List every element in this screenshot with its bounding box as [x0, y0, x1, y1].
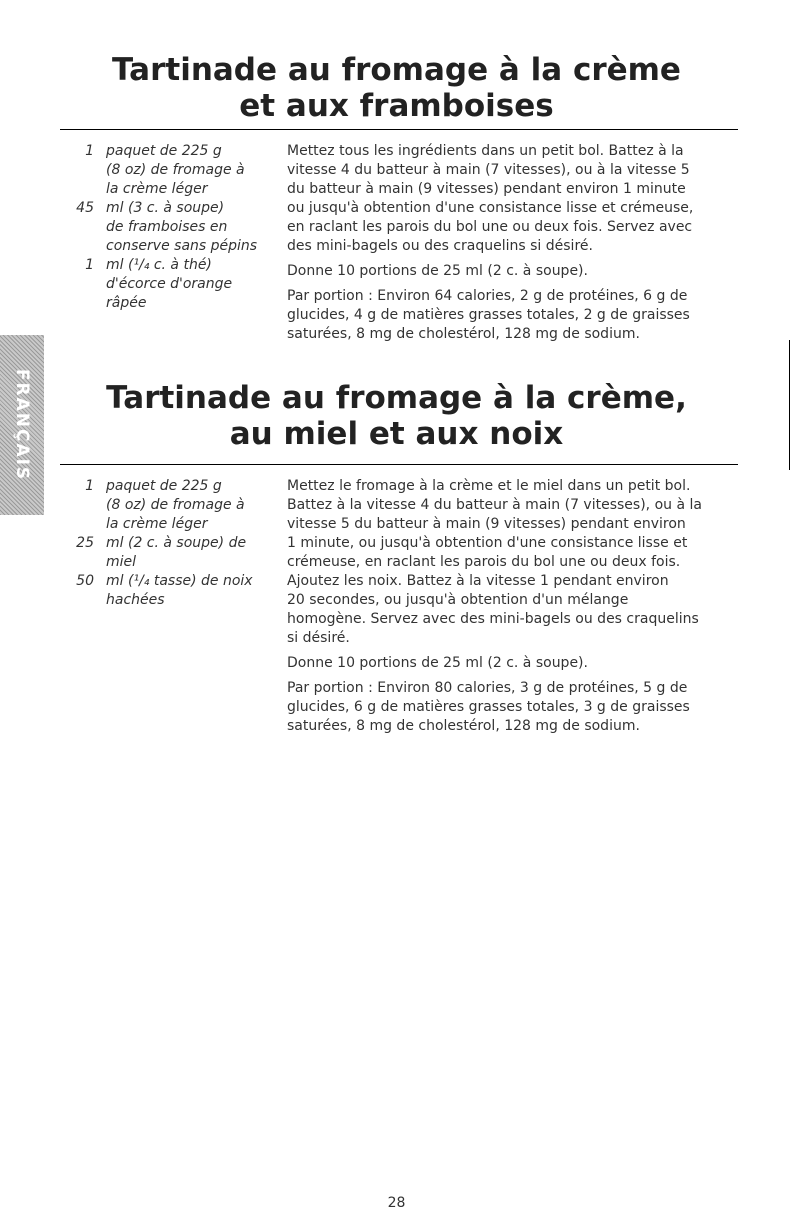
ingredient-quantity: 45	[76, 200, 94, 216]
ingredient-text: ml (3 c. à soupe) de framboises en conserve sans pépins	[106, 200, 258, 254]
ingredient-item	[60, 477, 270, 534]
ingredient-item	[60, 534, 270, 572]
recipe-title	[0, 380, 793, 452]
ingredient-item	[60, 256, 270, 313]
method-paragraph: Mettez tous les ingrédients dans un petit bol. Battez à la vitesse 4 du batteur à main (7 vitesses), ou à la vitesse 5 du batteur à main (9 vitesses) pendant environ 1 minute ou jusqu'à obtention d'une consistance lisse et crémeuse, en raclant les parois du bol une ou deux fois. Servez avec des mini-bagels ou des craquelins si désiré.	[287, 143, 694, 254]
ingredient-text: paquet de 225 g (8 oz) de fromage à la crème léger	[106, 143, 245, 197]
ingredient-text: ml (¹/₄ c. à thé) d'écorce d'orange râpée	[106, 257, 233, 311]
yield-paragraph: Donne 10 portions de 25 ml (2 c. à soupe).	[287, 655, 588, 671]
recipe-title-line-1: Tartinade au fromage à la crème	[112, 52, 681, 88]
page-number: 28	[387, 1195, 406, 1211]
method-text	[287, 142, 742, 350]
ingredient-quantity: 1	[85, 143, 94, 159]
nutrition-paragraph: Par portion : Environ 80 calories, 3 g de protéines, 5 g de glucides, 6 g de matières grasses totales, 3 g de graisses saturées, 8 mg de cholestérol, 128 mg de sodium.	[287, 680, 690, 734]
recipe-honey-nut	[0, 380, 793, 452]
language-tab-label: FRANÇAIS	[12, 368, 32, 482]
ingredient-quantity: 1	[85, 478, 94, 494]
recipe-title-line-1: Tartinade au fromage à la crème,	[106, 380, 687, 416]
recipe-title	[0, 52, 793, 124]
section-divider	[60, 129, 738, 130]
ingredient-text: ml (¹/₄ tasse) de noix hachées	[106, 573, 253, 608]
ingredient-quantity: 25	[76, 535, 94, 551]
recipe-title-line-2: au miel et aux noix	[229, 416, 564, 452]
ingredient-item	[60, 572, 270, 610]
recipe-raspberry	[0, 52, 793, 124]
ingredient-text: ml (2 c. à soupe) de miel	[106, 535, 247, 570]
ingredient-quantity: 1	[85, 257, 94, 273]
method-text	[287, 477, 742, 742]
ingredient-item	[60, 199, 270, 256]
ingredient-list	[60, 142, 270, 313]
yield-paragraph: Donne 10 portions de 25 ml (2 c. à soupe).	[287, 263, 588, 279]
recipe-title-line-2: et aux framboises	[239, 88, 554, 124]
section-divider	[60, 464, 738, 465]
method-paragraph: Mettez le fromage à la crème et le miel dans un petit bol. Battez à la vitesse 4 du batteur à main (7 vitesses), ou à la vitesse 5 du batteur à main (9 vitesses) pendant environ 1 minute, ou jusqu'à obtention d'une consistance lisse et crémeuse, en raclant les parois du bol une ou deux fois. Ajoutez les noix. Battez à la vitesse 1 pendant environ 20 secondes, ou jusqu'à obtention d'un mélange homogène. Servez avec des mini-bagels ou des craquelins si désiré.	[287, 478, 702, 646]
ingredient-text: paquet de 225 g (8 oz) de fromage à la crème léger	[106, 478, 245, 532]
ingredient-item	[60, 142, 270, 199]
ingredient-list	[60, 477, 270, 610]
nutrition-paragraph: Par portion : Environ 64 calories, 2 g de protéines, 6 g de glucides, 4 g de matières grasses totales, 2 g de graisses saturées, 8 mg de cholestérol, 128 mg de sodium.	[287, 288, 690, 342]
ingredient-quantity: 50	[76, 573, 94, 589]
